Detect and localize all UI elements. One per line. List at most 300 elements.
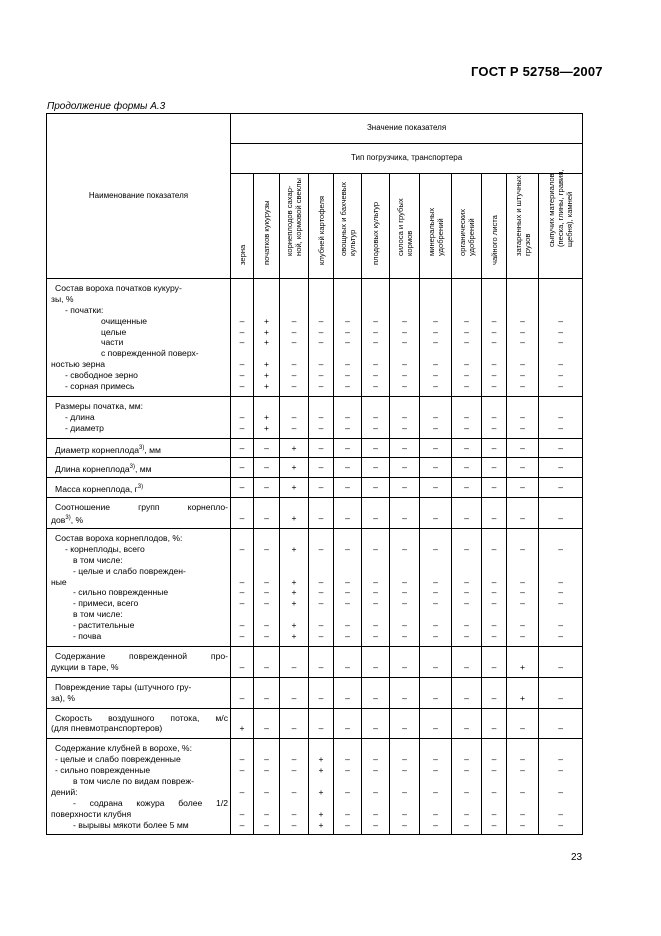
value-cell [507, 279, 539, 397]
value-cell [334, 708, 362, 739]
value-mark: – [264, 598, 269, 609]
value-cell [420, 396, 452, 438]
value-cell [280, 529, 309, 647]
value-cell [390, 646, 420, 677]
value-cell [482, 708, 507, 739]
value-cell [482, 438, 507, 458]
value-mark: – [345, 411, 350, 422]
indicator-line [51, 327, 228, 338]
indicator-line [51, 609, 228, 620]
value-mark: – [264, 819, 269, 830]
value-mark: – [433, 315, 438, 326]
value-mark: – [520, 723, 525, 734]
value-mark: – [291, 411, 297, 422]
type-header-text: Тип погрузчика, транспортера [350, 153, 463, 163]
column-header-line: затаренных и штучных [513, 175, 523, 256]
value-mark: – [318, 598, 324, 609]
value-mark: – [373, 808, 378, 819]
value-mark: – [264, 462, 269, 473]
value-cell [254, 498, 280, 529]
value-mark: – [520, 808, 525, 819]
indicator-text: поверхности клубня [51, 808, 132, 819]
value-mark: – [520, 587, 525, 598]
value-cell [231, 279, 254, 397]
value-mark: – [239, 315, 245, 326]
column-header-line: силоса и грубых [395, 198, 405, 256]
value-mark: – [491, 442, 497, 453]
value-mark: – [491, 808, 497, 819]
indicator-name [47, 438, 231, 458]
indicator-text: Масса корнеплода, г [55, 484, 138, 495]
value-mark: – [264, 754, 269, 765]
value-mark: – [373, 576, 378, 587]
value-mark: – [373, 422, 378, 433]
indicator-text: Соотношение групп корнепло- [55, 502, 228, 513]
indicator-line [51, 482, 228, 493]
column-header-9 [452, 174, 482, 279]
value-mark: + [318, 754, 324, 765]
value-cell [254, 739, 280, 835]
value-cell [390, 438, 420, 458]
value-cell [420, 708, 452, 739]
value-mark: – [239, 631, 245, 642]
value-cell [280, 677, 309, 708]
value-mark: + [263, 315, 270, 326]
value-mark: – [318, 620, 324, 631]
value-mark: – [402, 754, 407, 765]
value-mark: – [491, 482, 497, 493]
value-cell [309, 739, 334, 835]
indicator-text: - целые и слабо поврежденные [55, 754, 181, 765]
value-mark: – [558, 692, 563, 703]
value-mark: – [402, 723, 407, 734]
value-mark: – [433, 576, 438, 587]
value-cell [452, 739, 482, 835]
value-mark: – [402, 587, 407, 598]
value-cell [280, 646, 309, 677]
value-mark: – [520, 411, 525, 422]
value-cell [309, 396, 334, 438]
indicator-text: дукции в таре, % [51, 661, 119, 672]
value-cell [362, 646, 390, 677]
value-mark: – [433, 692, 438, 703]
value-cell [420, 279, 452, 397]
indicator-line [51, 348, 228, 359]
value-mark: – [491, 692, 497, 703]
value-mark: – [291, 808, 297, 819]
value-cell [362, 279, 390, 397]
value-mark: – [491, 765, 497, 776]
value-mark: – [345, 326, 350, 337]
indicator-text: - содрана кожура более 1/2 [73, 797, 228, 808]
document-id: ГОСТ Р 52758—2007 [471, 64, 603, 79]
indicator-unit: , мм [134, 464, 152, 475]
indicator-name [47, 458, 231, 478]
table-row [47, 498, 583, 529]
value-cell [420, 529, 452, 647]
column-header-line: грузов [522, 233, 532, 256]
value-mark: – [464, 754, 469, 765]
indicator-line [51, 443, 228, 454]
value-cell [390, 529, 420, 647]
value-cell [254, 646, 280, 677]
value-mark: – [520, 819, 525, 830]
value-mark: + [291, 543, 297, 554]
footnote-ref: 3) [129, 464, 135, 471]
indicator-line [51, 587, 228, 598]
value-mark: – [433, 513, 438, 524]
value-mark: – [373, 326, 378, 337]
value-cell [280, 396, 309, 438]
value-cell [452, 708, 482, 739]
value-mark: – [402, 513, 407, 524]
value-mark: + [318, 808, 324, 819]
value-cell [231, 458, 254, 478]
value-mark: – [318, 692, 324, 703]
indicator-text: ные [51, 576, 67, 587]
value-mark: – [318, 359, 324, 370]
value-mark: – [464, 462, 469, 473]
table-row [47, 478, 583, 498]
value-mark: – [464, 819, 469, 830]
indicator-text: - примеси, всего [73, 598, 139, 609]
value-mark: – [433, 442, 438, 453]
column-header-11 [507, 174, 539, 279]
value-mark: – [264, 765, 269, 776]
indicator-line [51, 776, 228, 787]
value-cell [362, 396, 390, 438]
value-mark: – [491, 326, 497, 337]
value-mark: – [558, 754, 563, 765]
value-mark: – [345, 765, 350, 776]
value-mark: – [464, 620, 469, 631]
value-mark: + [263, 411, 270, 422]
column-header-8 [420, 174, 452, 279]
value-mark: + [291, 462, 297, 473]
indicator-line [51, 412, 228, 423]
value-mark: – [491, 661, 497, 672]
value-mark: + [263, 381, 270, 392]
value-mark: – [433, 723, 438, 734]
value-cell [309, 458, 334, 478]
indicator-line [51, 544, 228, 555]
column-header-line: минеральных [426, 207, 436, 256]
column-header-line: (песка, глины, гравия, [556, 169, 566, 247]
indicator-text: Состав вороха корнеплодов, %: [55, 533, 183, 544]
value-cell [507, 396, 539, 438]
value-mark: – [239, 411, 245, 422]
value-mark: – [491, 381, 497, 392]
indicator-line [51, 370, 228, 381]
value-cell [507, 677, 539, 708]
value-mark: – [318, 411, 324, 422]
value-mark: – [318, 337, 324, 348]
value-cell [334, 279, 362, 397]
column-header-line: культур [347, 229, 357, 256]
value-mark: – [345, 462, 350, 473]
value-mark: + [291, 598, 297, 609]
value-cell [482, 529, 507, 647]
value-mark: – [491, 723, 497, 734]
indicator-line [51, 555, 228, 566]
value-mark: – [558, 411, 563, 422]
value-mark: – [239, 576, 245, 587]
value-mark: – [239, 808, 245, 819]
indicator-text: - вырывы мякоти более 5 мм [73, 819, 189, 830]
value-mark: + [291, 620, 297, 631]
value-cell [507, 458, 539, 478]
value-cell [452, 396, 482, 438]
type-header [231, 144, 583, 174]
value-mark: – [239, 692, 245, 703]
value-cell [420, 739, 452, 835]
indicator-unit: , мм [144, 444, 161, 455]
indicator-text: целые [101, 326, 127, 337]
indicator-text: части [101, 337, 124, 348]
value-cell [362, 498, 390, 529]
value-cell [390, 498, 420, 529]
value-mark: – [402, 326, 407, 337]
value-mark: – [558, 422, 563, 433]
indicator-text: в том числе: [73, 554, 123, 565]
value-cell [539, 739, 583, 835]
indicator-line [51, 577, 228, 588]
indicator-line [51, 820, 228, 831]
value-mark: – [239, 326, 245, 337]
page-number: 23 [571, 852, 583, 863]
value-mark: – [491, 631, 497, 642]
value-cell [254, 708, 280, 739]
value-cell [334, 438, 362, 458]
value-mark: – [433, 422, 438, 433]
indicator-line [51, 462, 228, 473]
table-row [47, 708, 583, 739]
value-mark: – [464, 786, 469, 797]
value-cell [231, 677, 254, 708]
value-cell [507, 646, 539, 677]
value-mark: – [402, 442, 407, 453]
value-cell [334, 458, 362, 478]
value-mark: – [264, 786, 269, 797]
value-mark: – [491, 587, 497, 598]
value-mark: + [291, 513, 297, 524]
value-mark: – [558, 370, 563, 381]
value-cell [452, 646, 482, 677]
indicator-text: - сильно поврежденные [73, 587, 169, 598]
value-mark: – [520, 576, 525, 587]
value-cell [309, 279, 334, 397]
value-mark: – [520, 381, 525, 392]
value-mark: – [291, 326, 297, 337]
value-mark: – [558, 381, 563, 392]
value-mark: – [520, 422, 525, 433]
value-cell [482, 646, 507, 677]
value-mark: – [345, 631, 350, 642]
indicator-text: с поврежденной поверх- [101, 348, 199, 359]
value-mark: – [464, 808, 469, 819]
value-cell [539, 529, 583, 647]
value-mark: – [433, 819, 438, 830]
value-mark: – [491, 359, 497, 370]
value-mark: – [433, 620, 438, 631]
value-mark: – [373, 315, 378, 326]
value-mark: – [373, 598, 378, 609]
indicator-text: Диаметр корнеплода [55, 444, 139, 455]
value-cell [539, 708, 583, 739]
table-row [47, 646, 583, 677]
value-cell [482, 739, 507, 835]
value-cell [231, 498, 254, 529]
value-mark: – [558, 442, 563, 453]
indicator-line [51, 754, 228, 765]
value-mark: – [291, 381, 297, 392]
value-mark: – [239, 598, 245, 609]
table-row [47, 529, 583, 647]
value-cell [280, 739, 309, 835]
value-cell [420, 677, 452, 708]
value-mark: – [373, 661, 378, 672]
value-mark: – [291, 692, 297, 703]
indicator-line [51, 316, 228, 327]
value-mark: – [291, 422, 297, 433]
value-cell [280, 708, 309, 739]
value-mark: – [264, 543, 269, 554]
value-mark: – [318, 462, 324, 473]
value-mark: – [402, 576, 407, 587]
value-mark: – [291, 765, 297, 776]
value-mark: + [318, 786, 324, 797]
value-mark: – [373, 381, 378, 392]
value-mark: – [291, 337, 297, 348]
value-mark: – [558, 661, 563, 672]
indicator-name [47, 498, 231, 529]
column-header-line: щебня), камней [565, 191, 575, 247]
value-cell [280, 438, 309, 458]
value-mark: – [373, 587, 378, 598]
value-cell [420, 478, 452, 498]
value-mark: – [402, 661, 407, 672]
value-mark: + [318, 765, 324, 776]
column-header-7 [390, 174, 420, 279]
value-mark: – [373, 462, 378, 473]
value-cell [452, 438, 482, 458]
value-mark: – [318, 326, 324, 337]
indicator-line [51, 337, 228, 348]
value-mark: – [558, 765, 563, 776]
value-mark: + [291, 587, 297, 598]
value-mark: – [318, 661, 324, 672]
value-mark: – [239, 543, 245, 554]
value-cell [390, 396, 420, 438]
value-mark: – [345, 598, 350, 609]
value-cell [362, 708, 390, 739]
value-mark: – [239, 754, 245, 765]
value-cell [334, 498, 362, 529]
value-mark: – [239, 422, 245, 433]
indicator-name [47, 677, 231, 708]
value-mark: – [239, 661, 245, 672]
value-mark: – [491, 786, 497, 797]
value-mark: + [291, 442, 297, 453]
value-mark: – [520, 598, 525, 609]
indicator-name [47, 529, 231, 647]
value-cell [420, 458, 452, 478]
value-mark: – [402, 462, 407, 473]
column-header-line: початков кукурузы [262, 200, 271, 265]
value-mark: – [558, 808, 563, 819]
value-mark: – [491, 411, 497, 422]
value-mark: – [520, 513, 525, 524]
column-header-4 [309, 174, 334, 279]
indicator-text: в том числе: [73, 609, 123, 620]
value-mark: + [519, 661, 526, 672]
value-mark: – [318, 587, 324, 598]
value-cell [452, 279, 482, 397]
value-mark: – [318, 442, 324, 453]
value-mark: – [464, 631, 469, 642]
value-cell [254, 458, 280, 478]
value-cell [309, 529, 334, 647]
column-header-3 [280, 174, 309, 279]
value-mark: – [520, 326, 525, 337]
value-mark: – [345, 513, 350, 524]
value-mark: – [402, 631, 407, 642]
value-cell [507, 739, 539, 835]
value-mark: – [520, 482, 525, 493]
value-cell [539, 478, 583, 498]
value-cell [539, 677, 583, 708]
value-mark: – [433, 462, 438, 473]
value-mark: – [402, 315, 407, 326]
value-mark: – [433, 482, 438, 493]
value-cell [231, 396, 254, 438]
value-mark: – [373, 482, 378, 493]
value-mark: – [345, 576, 350, 587]
value-cell [231, 708, 254, 739]
value-mark: – [345, 620, 350, 631]
value-mark: – [264, 513, 269, 524]
value-mark: – [239, 786, 245, 797]
value-mark: – [464, 381, 469, 392]
table-row [47, 458, 583, 478]
value-cell [280, 498, 309, 529]
value-mark: – [373, 370, 378, 381]
value-mark: – [373, 765, 378, 776]
value-mark: – [464, 513, 469, 524]
indicator-line [51, 798, 228, 809]
column-header-line: сыпучих материалов [547, 173, 557, 247]
value-mark: – [291, 723, 297, 734]
value-cell [539, 458, 583, 478]
value-mark: – [291, 786, 297, 797]
value-mark: – [433, 337, 438, 348]
column-header-line: удобрений [435, 218, 445, 256]
value-mark: – [345, 692, 350, 703]
value-mark: – [464, 723, 469, 734]
value-mark: – [433, 326, 438, 337]
value-cell [420, 438, 452, 458]
value-mark: + [239, 723, 245, 734]
indicator-name [47, 646, 231, 677]
value-mark: – [239, 620, 245, 631]
value-mark: – [373, 631, 378, 642]
value-mark: – [345, 370, 350, 381]
value-mark: – [464, 337, 469, 348]
indicator-text: дений: [51, 786, 78, 797]
indicator-line [51, 533, 228, 544]
value-mark: – [558, 543, 563, 554]
value-cell [254, 396, 280, 438]
